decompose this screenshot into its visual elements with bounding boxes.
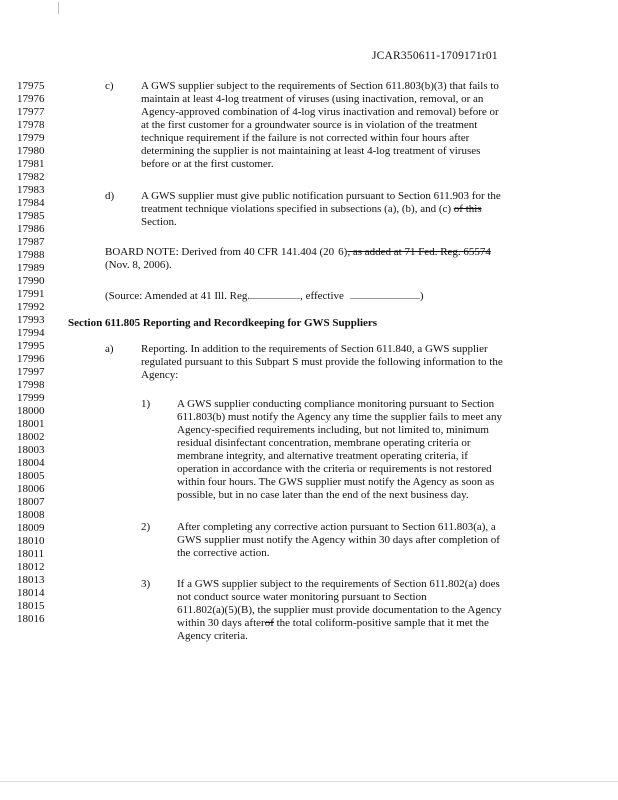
item-3-line: Agency criteria. — [177, 630, 248, 642]
line-number: 17985 — [17, 210, 45, 222]
para-a-label: a) — [105, 343, 114, 355]
blank-field — [350, 289, 420, 299]
line-number: 17980 — [17, 145, 45, 157]
line-number: 17977 — [17, 106, 45, 118]
item-2-line: After completing any corrective action pursuant to Section 611.803(a), a — [177, 521, 496, 533]
line-number: 18004 — [17, 457, 45, 469]
line-number: 17992 — [17, 301, 45, 313]
line-number: 17978 — [17, 119, 45, 131]
item-2-line: GWS supplier must notify the Agency within 30 days after completion of — [177, 534, 500, 546]
item-1-line: residual disinfectant concentration, membrane operating criteria or — [177, 437, 471, 449]
deleted-text: of — [264, 617, 274, 629]
document-id: JCAR350611-1709171r01 — [372, 50, 498, 62]
item-1-line: 611.803(b) must notify the Agency any time the supplier fails to meet any — [177, 411, 502, 423]
para-d-text: treatment technique violations specified in subsections (a), (b), and (c) — [141, 203, 452, 215]
para-a-line: regulated pursuant to this Subpart S must provide the following information to the — [141, 356, 503, 368]
item-3-line — [177, 617, 489, 630]
line-number: 17996 — [17, 353, 45, 365]
line-number: 18003 — [17, 444, 45, 456]
line-number: 17988 — [17, 249, 45, 261]
item-1-line: possible, but in no case later than the end of the next business day. — [177, 489, 469, 501]
para-c-label: c) — [105, 80, 114, 92]
line-number: 18001 — [17, 418, 45, 430]
para-d-line: Section. — [141, 216, 177, 228]
item-1-line: Agency-specified requirements including, but not limited to, minimum — [177, 424, 489, 436]
para-d-line: A GWS supplier must give public notification pursuant to Section 611.903 for the — [141, 190, 501, 202]
line-number: 18002 — [17, 431, 45, 443]
line-number: 17981 — [17, 158, 45, 170]
item-1-line: membrane integrity, and alternative treatment operating criteria, if — [177, 450, 468, 462]
line-number: 18012 — [17, 561, 45, 573]
line-number: 17998 — [17, 379, 45, 391]
item-3-label: 3) — [141, 578, 151, 590]
line-number: 17983 — [17, 184, 45, 196]
item-3-text: the total coliform-positive sample that it met the — [273, 617, 489, 629]
line-number: 17989 — [17, 262, 45, 274]
para-c-line: determining the supplier is not maintaining at least 4-log treatment of viruses — [141, 145, 481, 157]
line-number: 17997 — [17, 366, 45, 378]
para-c-line: maintain at least 4-log treatment of viruses (using inactivation, removal, or an — [141, 93, 484, 105]
blank-field — [250, 289, 300, 299]
line-number: 18000 — [17, 405, 45, 417]
deleted-text: of this — [453, 203, 482, 215]
scan-mark — [58, 2, 59, 14]
item-2-label: 2) — [141, 521, 151, 533]
line-number: 18008 — [17, 509, 45, 521]
line-number: 17995 — [17, 340, 45, 352]
source-line — [105, 289, 424, 303]
line-number: 17994 — [17, 327, 45, 339]
section-heading: Section 611.805 Reporting and Recordkeeping for GWS Suppliers — [68, 317, 378, 329]
item-3-line: 611.802(a)(5)(B), the supplier must provide documentation to the Agency — [177, 604, 502, 616]
line-number: 18005 — [17, 470, 45, 482]
line-number: 17991 — [17, 288, 45, 300]
item-2-line: the corrective action. — [177, 547, 270, 559]
board-note-line: (Nov. 8, 2006). — [105, 259, 172, 271]
source-text: (Source: Amended at 41 Ill. Reg. — [105, 290, 251, 302]
para-c-line: at the first customer for a groundwater source is in violation of the treatment — [141, 119, 478, 131]
line-number: 18007 — [17, 496, 45, 508]
para-a-line: Reporting. In addition to the requirements of Section 611.840, a GWS supplier — [141, 343, 488, 355]
item-3-text: within 30 days after — [177, 617, 265, 629]
para-a-line: Agency: — [141, 369, 179, 381]
para-c-line: Agency-approved combination of 4-log virus inactivation and removal) before or — [141, 106, 499, 118]
line-number: 18011 — [17, 548, 45, 560]
item-1-line: A GWS supplier conducting compliance monitoring pursuant to Section — [177, 398, 495, 410]
line-number: 17976 — [17, 93, 45, 105]
line-number: 17984 — [17, 197, 45, 209]
para-d-line — [141, 203, 482, 216]
source-text: , effective — [300, 290, 344, 302]
line-number: 17979 — [17, 132, 45, 144]
item-1-label: 1) — [141, 398, 151, 410]
deleted-text: , as added at 71 Fed. Reg. 65574 — [347, 246, 491, 258]
para-d-label: d) — [105, 190, 115, 202]
line-number: 18016 — [17, 613, 45, 625]
item-3-line: If a GWS supplier subject to the requirements of Section 611.802(a) does — [177, 578, 500, 590]
line-number: 18015 — [17, 600, 45, 612]
line-number: 17990 — [17, 275, 45, 287]
line-number: 18014 — [17, 587, 45, 599]
source-text: ) — [419, 290, 424, 302]
line-number: 18009 — [17, 522, 45, 534]
line-number: 17986 — [17, 223, 45, 235]
para-c-line: A GWS supplier subject to the requirements of Section 611.803(b)(3) that fails to — [141, 80, 499, 92]
board-note-text: BOARD NOTE: Derived from 40 CFR 141.404 (20 — [105, 246, 335, 258]
board-note-text: 6) — [338, 246, 348, 258]
page-edge — [0, 781, 618, 782]
para-c-line: before or at the first customer. — [141, 158, 274, 170]
line-number: 18010 — [17, 535, 45, 547]
line-number: 17993 — [17, 314, 45, 326]
para-c-line: technique requirement if the failure is not corrected within four hours after — [141, 132, 470, 144]
line-number: 18013 — [17, 574, 45, 586]
line-number: 17975 — [17, 80, 45, 92]
item-3-line: not conduct source water monitoring pursuant to Section — [177, 591, 427, 603]
item-1-line: operation in accordance with the criteria or requirements is not restored — [177, 463, 492, 475]
line-number: 17982 — [17, 171, 45, 183]
board-note-line — [105, 246, 491, 259]
line-number: 17987 — [17, 236, 45, 248]
item-1-line: within four hours. The GWS supplier must notify the Agency as soon as — [177, 476, 495, 488]
line-number: 18006 — [17, 483, 45, 495]
line-number: 17999 — [17, 392, 45, 404]
